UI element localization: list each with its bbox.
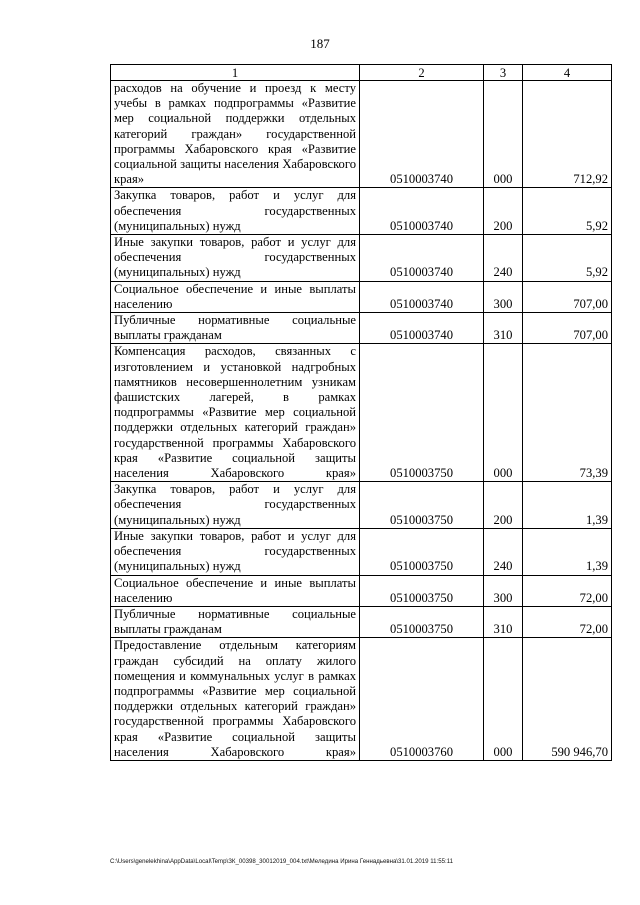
row-description: Социальное обеспечение и иные выплаты населению	[111, 575, 360, 606]
header-col-1: 1	[111, 65, 360, 81]
table-row	[111, 344, 612, 482]
row-amount: 5,92	[523, 235, 612, 282]
row-expense-type: 000	[484, 81, 523, 188]
table-row	[111, 575, 612, 606]
row-description: Публичные нормативные социальные выплаты гражданам	[111, 606, 360, 637]
row-amount: 72,00	[523, 575, 612, 606]
header-col-4: 4	[523, 65, 612, 81]
table-header-row	[111, 65, 612, 81]
row-amount: 712,92	[523, 81, 612, 188]
header-col-2: 2	[360, 65, 484, 81]
row-description: Публичные нормативные социальные выплаты гражданам	[111, 313, 360, 344]
file-path-footer: C:\Users\genelekhina\AppData\Local\Temp\ЗК_00398_30012019_004.txt\Меледина Ирина Геннадьевна\31.01.2019 11:55:11	[110, 858, 454, 865]
budget-table	[110, 64, 612, 761]
table-row	[111, 281, 612, 312]
row-description: Социальное обеспечение и иные выплаты населению	[111, 281, 360, 312]
row-target-code: 0510003740	[360, 281, 484, 312]
row-expense-type: 240	[484, 235, 523, 282]
row-expense-type: 200	[484, 482, 523, 529]
table-row	[111, 235, 612, 282]
table-row	[111, 638, 612, 761]
row-description: Предоставление отдельным категориям граждан субсидий на оплату жилого помещения и коммунальных услуг в рамках подпрограммы «Развитие мер социальной поддержки отдельных категорий граждан» государственной программы Хабаровского края «Развитие социальной защиты населения Хабаровского края»	[111, 638, 360, 761]
row-expense-type: 200	[484, 188, 523, 235]
row-target-code: 0510003750	[360, 344, 484, 482]
row-expense-type: 300	[484, 575, 523, 606]
row-target-code: 0510003750	[360, 528, 484, 575]
row-description: Закупка товаров, работ и услуг для обеспечения государственных (муниципальных) нужд	[111, 188, 360, 235]
row-amount: 72,00	[523, 606, 612, 637]
row-description: Иные закупки товаров, работ и услуг для обеспечения государственных (муниципальных) нужд	[111, 528, 360, 575]
row-amount: 590 946,70	[523, 638, 612, 761]
table-row	[111, 606, 612, 637]
row-amount: 5,92	[523, 188, 612, 235]
row-amount: 1,39	[523, 528, 612, 575]
row-expense-type: 240	[484, 528, 523, 575]
page-number: 187	[310, 36, 330, 51]
table-row	[111, 528, 612, 575]
row-target-code: 0510003750	[360, 606, 484, 637]
table-row	[111, 188, 612, 235]
row-target-code: 0510003740	[360, 81, 484, 188]
row-expense-type: 000	[484, 344, 523, 482]
row-description: Закупка товаров, работ и услуг для обеспечения государственных (муниципальных) нужд	[111, 482, 360, 529]
row-description: Компенсация расходов, связанных с изготовлением и установкой надгробных памятников несовершеннолетним узникам фашистских лагерей, в рамках подпрограммы «Развитие мер социальной поддержки отдельных категорий граждан» государственной программы Хабаровского края «Развитие социальной защиты населения Хабаровского края»	[111, 344, 360, 482]
table-row	[111, 81, 612, 188]
row-amount: 707,00	[523, 281, 612, 312]
row-description: расходов на обучение и проезд к месту учебы в рамках подпрограммы «Развитие мер социальной поддержки отдельных категорий граждан» государственной программы Хабаровского края «Развитие социальной защиты населения Хабаровского края»	[111, 81, 360, 188]
row-amount: 707,00	[523, 313, 612, 344]
row-expense-type: 310	[484, 313, 523, 344]
row-expense-type: 310	[484, 606, 523, 637]
row-amount: 73,39	[523, 344, 612, 482]
row-expense-type: 000	[484, 638, 523, 761]
row-target-code: 0510003740	[360, 235, 484, 282]
row-description: Иные закупки товаров, работ и услуг для обеспечения государственных (муниципальных) нужд	[111, 235, 360, 282]
table-row	[111, 482, 612, 529]
row-expense-type: 300	[484, 281, 523, 312]
row-target-code: 0510003760	[360, 638, 484, 761]
row-amount: 1,39	[523, 482, 612, 529]
row-target-code: 0510003750	[360, 482, 484, 529]
row-target-code: 0510003740	[360, 188, 484, 235]
table-row	[111, 313, 612, 344]
header-col-3: 3	[484, 65, 523, 81]
row-target-code: 0510003740	[360, 313, 484, 344]
row-target-code: 0510003750	[360, 575, 484, 606]
